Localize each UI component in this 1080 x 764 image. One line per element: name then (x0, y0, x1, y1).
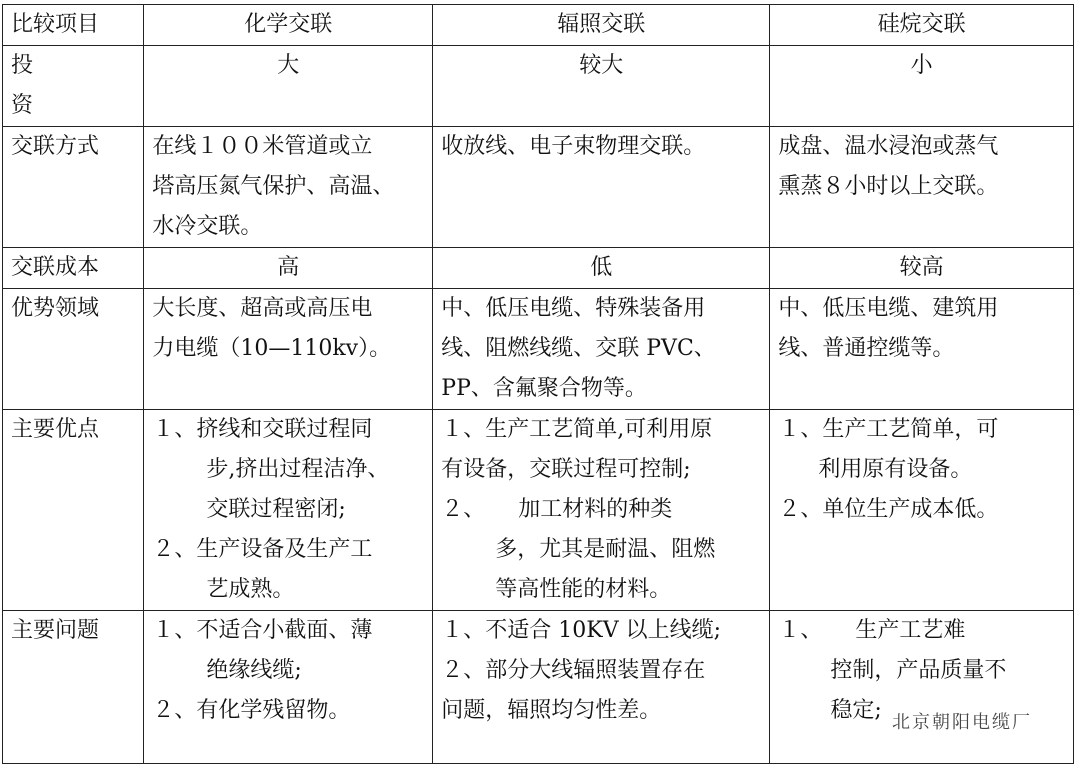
cell-line: 中、低压电缆、特殊装备用 (441, 296, 706, 321)
cell-line: 熏蒸８小时以上交联。 (778, 174, 999, 199)
row-fields (3, 289, 1074, 410)
row-label: 交联成本 (3, 248, 144, 289)
row-method (3, 127, 1074, 248)
cell-line: 力电缆（10—110kv）。 (152, 336, 392, 361)
cell-line: 等高性能的材料。 (495, 577, 672, 602)
cell-line: ２、单位生产成本低。 (778, 497, 999, 522)
comparison-table (2, 4, 1074, 764)
header-silane: 硅烷交联 (770, 5, 1074, 46)
cell-line: 水冷交联。 (152, 214, 263, 239)
cell-line: 问题，辐照均匀性差。 (441, 698, 662, 723)
cell-line: １、不适合小截面、薄 (152, 618, 373, 643)
cell-line: 绝缘线缆; (206, 658, 302, 683)
cell-line: 塔高压氮气保护、高温、 (152, 174, 395, 199)
cell-line: 有设备，交联过程可控制; (441, 457, 691, 482)
cell-line: 稳定; (830, 698, 882, 723)
cell-chemical: 大 (144, 46, 433, 127)
cell-line: ２、部分大线辐照装置存在 (441, 658, 706, 683)
cell-line: １、挤线和交联过程同 (152, 417, 373, 442)
cell-line: １、 生产工艺难 (778, 618, 966, 643)
cell-line: １、生产工艺简单,可利用原 (441, 417, 713, 442)
row-label: 投资 (3, 46, 144, 127)
cell-line: ２、生产设备及生产工 (152, 537, 373, 562)
cell-line: 利用原有设备。 (818, 457, 973, 482)
cell-chemical (144, 127, 433, 248)
cell-line: ２、有化学残留物。 (152, 698, 351, 723)
cell-line: 收放线、电子束物理交联。 (441, 134, 706, 159)
cell-silane (770, 410, 1074, 611)
header-chemical: 化学交联 (144, 5, 433, 46)
cell-chemical (144, 410, 433, 611)
header-item: 比较项目 (3, 5, 144, 46)
cell-chemical (144, 611, 433, 764)
header-row (3, 5, 1074, 46)
cell-irradiation (433, 410, 770, 611)
cell-irradiation (433, 289, 770, 410)
cell-line: 多，尤其是耐温、阻燃 (495, 537, 716, 562)
cell-silane (770, 611, 1074, 764)
row-label: 主要优点 (3, 410, 144, 611)
cell-chemical (144, 289, 433, 410)
cell-silane (770, 127, 1074, 248)
cell-irradiation (433, 611, 770, 764)
row-investment (3, 46, 1074, 127)
cell-line: 线、普通控缆等。 (778, 336, 955, 361)
row-label: 交联方式 (3, 127, 144, 248)
cell-line: 步,挤出过程洁净、 (206, 457, 390, 482)
cell-line: 控制，产品质量不 (830, 658, 1007, 683)
cell-line: 交联过程密闭; (206, 497, 346, 522)
cell-line: 线、阻燃线缆、交联 PVC、 (441, 336, 716, 361)
cell-line: PP、含氟聚合物等。 (441, 376, 647, 401)
cell-line: 中、低压电缆、建筑用 (778, 296, 999, 321)
watermark: 北京朝阳电缆厂 (892, 712, 1032, 733)
cell-line: ２、 加工材料的种类 (441, 497, 673, 522)
row-label: 主要问题 (3, 611, 144, 764)
cell-silane (770, 289, 1074, 410)
cell-line: 艺成熟。 (206, 577, 295, 602)
cell-silane: 较高 (770, 248, 1074, 289)
cell-irradiation: 较大 (433, 46, 770, 127)
row-label: 优势领域 (3, 289, 144, 410)
row-problems (3, 611, 1074, 764)
cell-line: 大长度、超高或高压电 (152, 296, 373, 321)
cell-irradiation: 低 (433, 248, 770, 289)
cell-line: １、生产工艺简单，可 (778, 417, 999, 442)
row-cost (3, 248, 1074, 289)
cell-chemical: 高 (144, 248, 433, 289)
cell-line: 在线１００米管道或立 (152, 134, 373, 159)
row-advantages (3, 410, 1074, 611)
cell-irradiation (433, 127, 770, 248)
cell-line: １、不适合 10KV 以上线缆; (441, 618, 721, 643)
cell-line: 成盘、温水浸泡或蒸气 (778, 134, 999, 159)
header-irradiation: 辐照交联 (433, 5, 770, 46)
cell-silane: 小 (770, 46, 1074, 127)
